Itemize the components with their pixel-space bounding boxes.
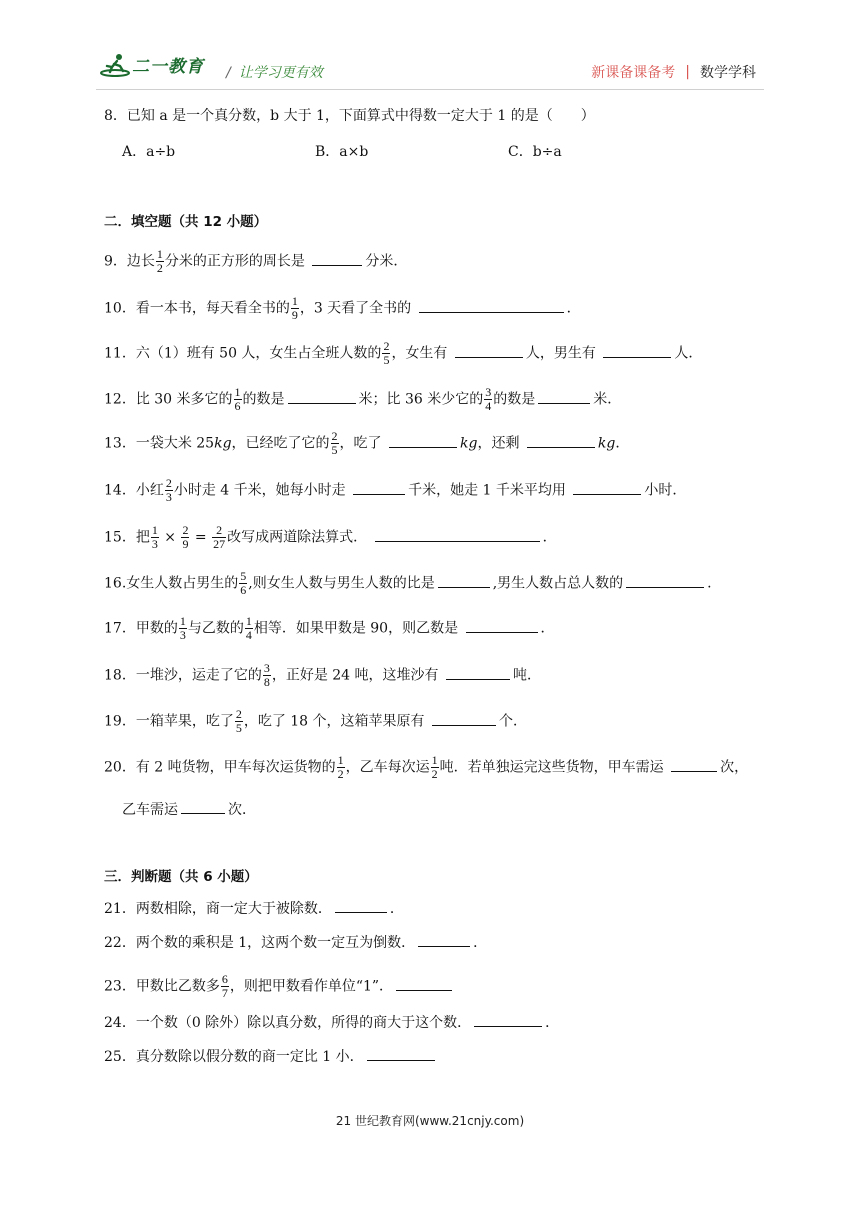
answer-blank xyxy=(432,712,496,726)
answer-blank xyxy=(446,666,510,680)
answer-blank xyxy=(353,481,405,495)
fraction: $\frac{1}{2}$ xyxy=(337,753,344,781)
question-19: 19．一箱苹果，吃了 $\frac{2}{5}$ ，吃了 18 个，这箱苹果原有 个． xyxy=(104,707,527,735)
slogan: / 让学习更有效 xyxy=(226,65,323,81)
question-20-continued: 乙车需运 次． xyxy=(122,802,256,818)
answer-blank xyxy=(181,800,225,814)
option-a: A．a÷b xyxy=(122,144,176,160)
answer-blank xyxy=(312,252,362,266)
answer-blank xyxy=(466,619,538,633)
question-25: 25．真分数除以假分数的商一定比 1 小． xyxy=(104,1047,438,1067)
header-subject xyxy=(591,62,756,82)
fraction: $\frac{3}{8}$ xyxy=(263,661,270,689)
header-subject-label: 数学学科 xyxy=(700,65,756,81)
question-14: 14．小红 $\frac{2}{3}$ 小时走 4 千米，她每小时走 千米，她走 1 千米平均用 小时． xyxy=(104,476,687,504)
answer-blank xyxy=(626,574,704,588)
fraction: $\frac{2}{9}$ xyxy=(182,523,189,551)
answer-blank xyxy=(335,899,387,913)
option-c: C．b÷a xyxy=(508,144,562,160)
fraction: $\frac{1}{4}$ xyxy=(245,614,252,642)
question-8: 8．已知 a 是一个真分数，b 大于 1，下面算式中得数一定大于 1 的是（ ） xyxy=(104,108,595,124)
logo xyxy=(100,52,204,77)
fraction: $\frac{3}{4}$ xyxy=(485,385,492,413)
fraction: $\frac{2}{3}$ xyxy=(165,476,172,504)
header-divider: | xyxy=(685,64,690,80)
header-course-label: 新课备课备考 xyxy=(591,65,676,81)
question-9: 9．边长 $\frac{1}{2}$ 分米的正方形的周长是 分米． xyxy=(104,247,408,275)
page-footer: 21 世纪教育网(www.21cnjy.com) xyxy=(335,1114,525,1128)
answer-blank xyxy=(418,933,470,947)
answer-blank xyxy=(538,390,590,404)
option-b: B．a×b xyxy=(315,144,369,160)
fraction: $\frac{2}{5}$ xyxy=(383,339,390,367)
fraction: $\frac{1}{3}$ xyxy=(151,523,158,551)
answer-blank xyxy=(396,977,452,991)
answer-blank xyxy=(288,390,356,404)
fraction: $\frac{2}{5}$ xyxy=(331,429,338,457)
question-16: 16.女生人数占男生的 $\frac{5}{6}$ ,则女生人数与男生人数的比是 ,男生人数占总人数的 . xyxy=(104,569,712,597)
question-18: 18．一堆沙，运走了它的 $\frac{3}{8}$ ，正好是 24 吨，这堆沙有 吨． xyxy=(104,661,541,689)
fraction: $\frac{1}{6}$ xyxy=(234,385,241,413)
answer-blank xyxy=(419,299,564,313)
answer-blank xyxy=(573,481,641,495)
question-17: 17．甲数的 $\frac{1}{3}$ 与乙数的 $\frac{1}{4}$ 相等．如果甲数是 90，则乙数是 ． xyxy=(104,614,555,642)
answer-blank xyxy=(603,344,671,358)
question-21: 21．两数相除，商一定大于被除数． ． xyxy=(104,901,404,917)
answer-blank xyxy=(438,574,490,588)
question-8-options xyxy=(122,141,701,161)
question-24: 24．一个数（0 除外）除以真分数，所得的商大于这个数． ． xyxy=(104,1015,560,1031)
answer-blank xyxy=(389,434,457,448)
fraction: $\frac{1}{3}$ xyxy=(179,614,186,642)
question-10: 10．看一本书，每天看全书的 $\frac{1}{9}$ ，3 天看了全书的 ． xyxy=(104,294,581,322)
question-13: 13．一袋大米 25kg，已经吃了它的 $\frac{2}{5}$ ，吃了 kg，还剩 kg． xyxy=(104,429,630,457)
logo-text: 二一教育 xyxy=(132,57,204,77)
header-rule xyxy=(96,89,764,90)
fraction: $\frac{2}{5}$ xyxy=(235,707,242,735)
question-20: 20．有 2 吨货物，甲车每次运货物的 $\frac{1}{2}$ ，乙车每次运 $\frac{1}{2}$ 吨．若单独运完这些货物，甲车需运 次， xyxy=(104,753,749,781)
question-15: 15．把 $\frac{1}{3}$ × $\frac{2}{9}$ = $\frac{2}{27}$ 改写成两道除法算式． ． xyxy=(104,523,557,551)
question-22: 22．两个数的乘积是 1，这两个数一定互为倒数． ． xyxy=(104,935,488,951)
fraction: $\frac{1}{2}$ xyxy=(156,247,163,275)
answer-blank xyxy=(455,344,523,358)
page-header xyxy=(0,0,860,95)
section-true-false-title: 三．判断题（共 6 小题） xyxy=(104,869,258,885)
question-23: 23．甲数比乙数多 $\frac{6}{7}$ ，则把甲数看作单位“1”． xyxy=(104,973,455,1000)
fraction: $\frac{2}{27}$ xyxy=(213,523,226,551)
fraction: $\frac{6}{7}$ xyxy=(221,972,228,1000)
answer-blank xyxy=(671,758,717,772)
question-11: 11．六（1）班有 50 人，女生占全班人数的 $\frac{2}{5}$ ，女生有 人，男生有 人． xyxy=(104,339,703,367)
runner-logo-icon xyxy=(100,53,130,77)
answer-blank xyxy=(375,528,540,542)
fraction: $\frac{1}{9}$ xyxy=(291,294,298,322)
question-12: 12．比 30 米多它的 $\frac{1}{6}$ 的数是 米；比 36 米少它的 $\frac{3}{4}$ 的数是 米． xyxy=(104,385,622,413)
answer-blank xyxy=(474,1013,542,1027)
fraction: $\frac{1}{2}$ xyxy=(431,753,438,781)
answer-blank xyxy=(527,434,595,448)
section-fill-in-title: 二．填空题（共 12 小题） xyxy=(104,214,268,230)
fraction: $\frac{5}{6}$ xyxy=(240,569,247,597)
answer-blank xyxy=(367,1047,435,1061)
